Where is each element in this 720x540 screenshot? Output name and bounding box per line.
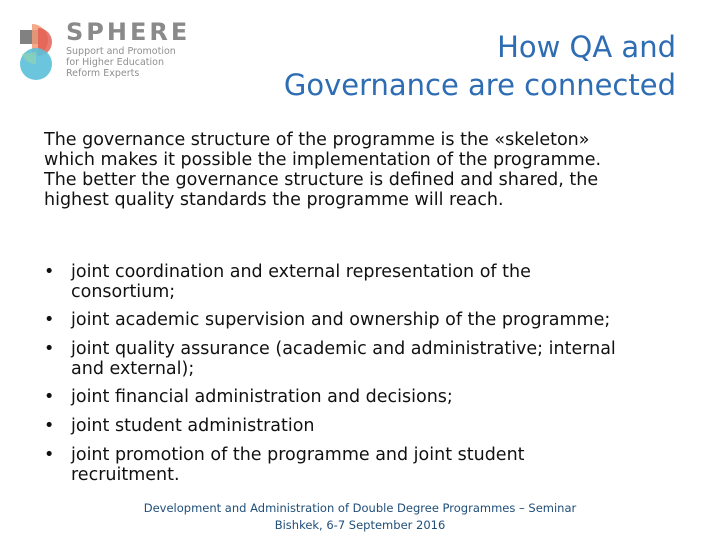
intro-line: highest quality standards the programme will reach. — [44, 190, 504, 210]
logo-tagline-line: Reform Experts — [66, 68, 140, 79]
list-item-text: joint coordination and external representation of the — [71, 262, 531, 282]
intro-line: The governance structure of the programme is the «skeleton» — [44, 130, 590, 150]
intro-paragraph — [44, 130, 694, 210]
bullet-icon: • — [44, 416, 55, 436]
list-item-text: consortium; — [71, 282, 176, 302]
list-item-text: joint quality assurance (academic and administrative; internal — [71, 339, 616, 359]
bullet-icon: • — [44, 262, 55, 282]
list-item — [44, 335, 694, 379]
logo-tagline-line: Support and Promotion — [66, 46, 176, 57]
bullet-icon: • — [44, 310, 55, 330]
list-item — [44, 412, 694, 441]
logo-tagline — [66, 46, 196, 79]
intro-line: The better the governance structure is defined and shared, the — [44, 170, 599, 190]
bullet-icon: • — [44, 445, 55, 465]
list-item-text: joint promotion of the programme and joint student — [71, 445, 525, 465]
slide-title-line: Governance are connected — [283, 68, 676, 102]
footer-line: Bishkek, 6-7 September 2016 — [274, 518, 446, 532]
list-item — [44, 258, 694, 302]
list-item-text: joint financial administration and decisions; — [71, 387, 453, 407]
slide-title — [284, 28, 676, 104]
slide-title-line: How QA and — [497, 30, 676, 64]
sphere-logo-icon — [18, 20, 62, 82]
list-item-text: joint academic supervision and ownership of the programme; — [71, 310, 611, 330]
footer — [0, 500, 720, 534]
bullet-list — [44, 258, 694, 489]
bullet-icon: • — [44, 339, 55, 359]
intro-line: which makes it possible the implementation of the programme. — [44, 150, 602, 170]
list-item — [44, 383, 694, 412]
list-item-text: joint student administration — [71, 416, 315, 436]
list-item — [44, 306, 694, 335]
logo-tagline-line: for Higher Education — [66, 57, 164, 68]
bullet-icon: • — [44, 387, 55, 407]
sphere-logo — [18, 18, 191, 84]
list-item — [44, 441, 694, 485]
list-item-text: and external); — [71, 359, 195, 379]
logo-name: SPHERE — [66, 18, 191, 46]
footer-line: Development and Administration of Double Degree Programmes – Seminar — [143, 501, 577, 515]
list-item-text: recruitment. — [71, 465, 180, 485]
